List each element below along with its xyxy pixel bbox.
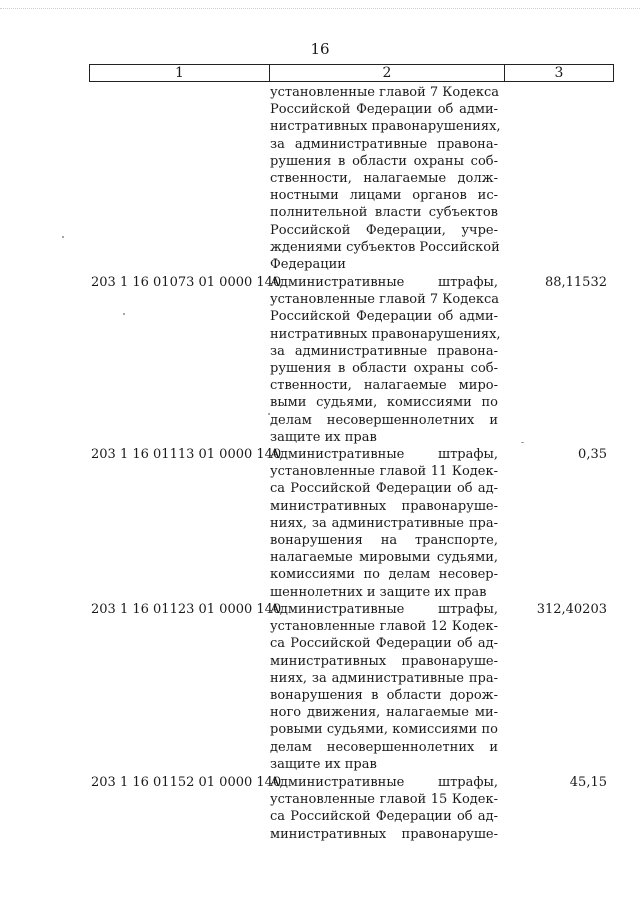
row-description <box>270 774 498 843</box>
description-line: вонарушения в области дорож- <box>270 687 498 703</box>
description-line: рушения в области охраны соб- <box>270 360 498 376</box>
page-number: 16 <box>310 40 330 58</box>
description-line: Российской Федерации об адми- <box>270 102 498 118</box>
amount: 88,11532 <box>544 275 607 290</box>
description-line: Административные штрафы, <box>270 447 498 462</box>
amount: 0,35 <box>578 447 607 462</box>
description-line: защите их прав <box>270 756 377 772</box>
description-line: полнительной власти субъектов <box>270 205 498 221</box>
description-line: ровыми судьями, комиссиями по <box>270 722 498 738</box>
budget-code: 203 1 16 01152 01 0000 140 <box>91 775 282 790</box>
description-line: Административные штрафы, <box>270 602 498 617</box>
description-line: Административные штрафы, <box>270 775 498 790</box>
description-line: ностными лицами органов ис- <box>270 188 498 204</box>
description-line: ниях, за административные пра- <box>270 515 498 531</box>
header-col-1: 1 <box>90 65 270 81</box>
budget-code: 203 1 16 01073 01 0000 140 <box>91 275 282 290</box>
description-line: за административные правона- <box>270 343 498 359</box>
description-line: выми судьями, комиссиями по <box>270 395 498 411</box>
budget-code: 203 1 16 01123 01 0000 140 <box>91 602 282 617</box>
scan-speck <box>62 236 64 238</box>
description-line: ного движения, налагаемые ми- <box>270 705 498 721</box>
description-line: шеннолетних и защите их прав <box>270 584 487 600</box>
description-line: Федерации <box>270 256 346 272</box>
amount: 45,15 <box>569 775 607 790</box>
description-line: Российской Федерации, учре- <box>270 222 498 238</box>
description-line: за административные правона- <box>270 136 498 152</box>
description-line: защите их прав <box>270 429 377 445</box>
description-line: установленные главой 7 Кодекса <box>270 292 500 308</box>
scan-speck <box>521 442 524 443</box>
description-line: ждениями субъектов Российской <box>270 239 500 255</box>
row-description <box>270 84 501 273</box>
description-line: налагаемые мировыми судьями, <box>270 550 498 566</box>
scan-speck <box>268 413 270 415</box>
description-line: ственности, налагаемые долж- <box>270 170 498 186</box>
description-line: установленные главой 11 Кодек- <box>270 464 498 480</box>
budget-code: 203 1 16 01113 01 0000 140 <box>91 447 282 462</box>
header-col-3: 3 <box>554 65 564 81</box>
description-line: министративных правонаруше- <box>270 826 498 842</box>
description-line: Административные штрафы, <box>270 275 498 290</box>
description-line: установленные главой 15 Кодек- <box>270 792 498 808</box>
description-line: ниях, за административные пра- <box>270 670 498 686</box>
header-col-2: 2 <box>270 65 505 81</box>
description-line: са Российской Федерации об ад- <box>270 636 498 652</box>
description-line: рушения в области охраны соб- <box>270 153 498 169</box>
scan-edge <box>0 8 640 10</box>
description-line: делам несовершеннолетних и <box>270 739 498 755</box>
description-line: комиссиями по делам несовер- <box>270 567 498 583</box>
row-description <box>270 274 501 446</box>
description-line: са Российской Федерации об ад- <box>270 809 498 825</box>
description-line: министративных правонаруше- <box>270 653 498 669</box>
description-line: Российской Федерации об адми- <box>270 309 498 325</box>
description-line: са Российской Федерации об ад- <box>270 481 498 497</box>
row-description <box>270 601 498 773</box>
description-line: делам несовершеннолетних и <box>270 412 498 428</box>
description-line: ственности, налагаемые миро- <box>270 378 498 394</box>
description-line: вонарушения на транспорте, <box>270 532 498 548</box>
description-line: нистративных правонарушениях, <box>270 119 501 135</box>
amount: 312,40203 <box>536 602 607 617</box>
description-line: министративных правонаруше- <box>270 498 498 514</box>
row-description <box>270 446 498 601</box>
table-header <box>89 64 614 82</box>
description-line: установленные главой 7 Кодекса <box>270 85 500 100</box>
scan-speck <box>123 313 125 315</box>
description-line: установленные главой 12 Кодек- <box>270 619 498 635</box>
description-line: нистративных правонарушениях, <box>270 326 501 342</box>
